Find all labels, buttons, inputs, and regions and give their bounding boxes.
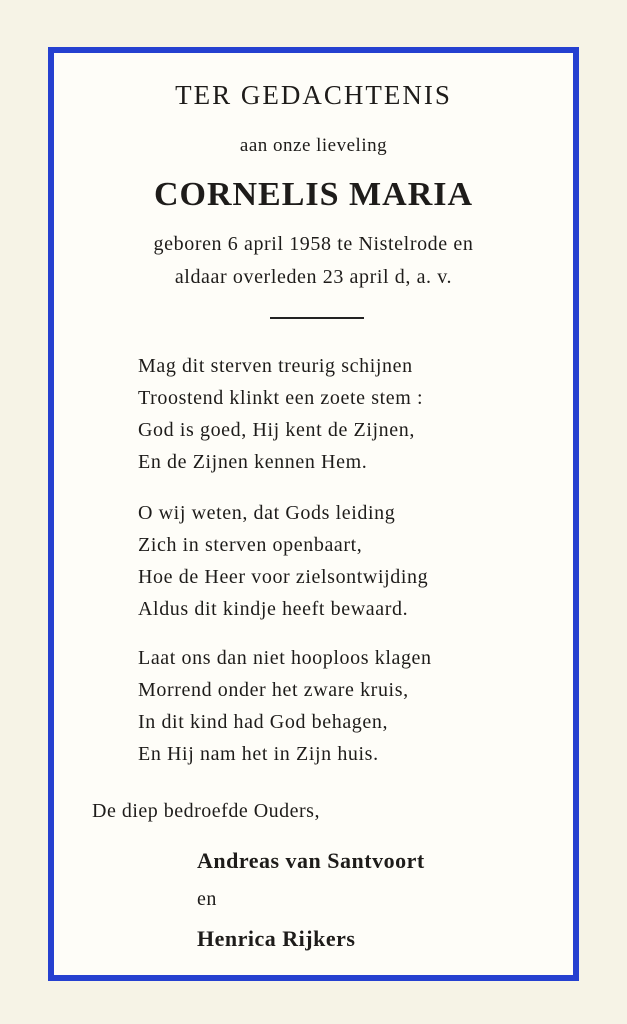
poem-line: Troostend klinkt een zoete stem : [138,387,424,409]
divider [270,317,364,319]
parent-father: Andreas van Santvoort [197,848,425,873]
deceased-name: CORNELIS MARIA [153,176,474,213]
poem-line: Hoe de Heer voor zielsontwijding [138,566,429,588]
heading: TER GEDACHTENIS [175,80,452,110]
birth-line: geboren 6 april 1958 te Nistelrode en [153,233,474,255]
closing: De diep bedroefde Ouders, [92,800,320,822]
death-line: aldaar overleden 23 april d, a. v. [174,266,453,288]
poem-line: God is goed, Hij kent de Zijnen, [138,419,415,441]
poem-line: Aldus dit kindje heeft bewaard. [138,598,409,620]
parent-mother: Henrica Rijkers [197,926,356,951]
poem-line: En de Zijnen kennen Hem. [138,451,368,473]
poem-line: Zich in sterven openbaart, [138,534,363,556]
poem-line: Morrend onder het zware kruis, [138,679,409,701]
poem-line: O wij weten, dat Gods leiding [138,502,396,524]
poem-line: Mag dit sterven treurig schijnen [138,355,413,377]
poem-line: Laat ons dan niet hooploos klagen [138,647,432,669]
poem-line: In dit kind had God behagen, [138,711,389,733]
conjunction: en [197,888,217,910]
subheading: aan onze lieveling [239,135,388,156]
poem-line: En Hij nam het in Zijn huis. [138,743,379,765]
